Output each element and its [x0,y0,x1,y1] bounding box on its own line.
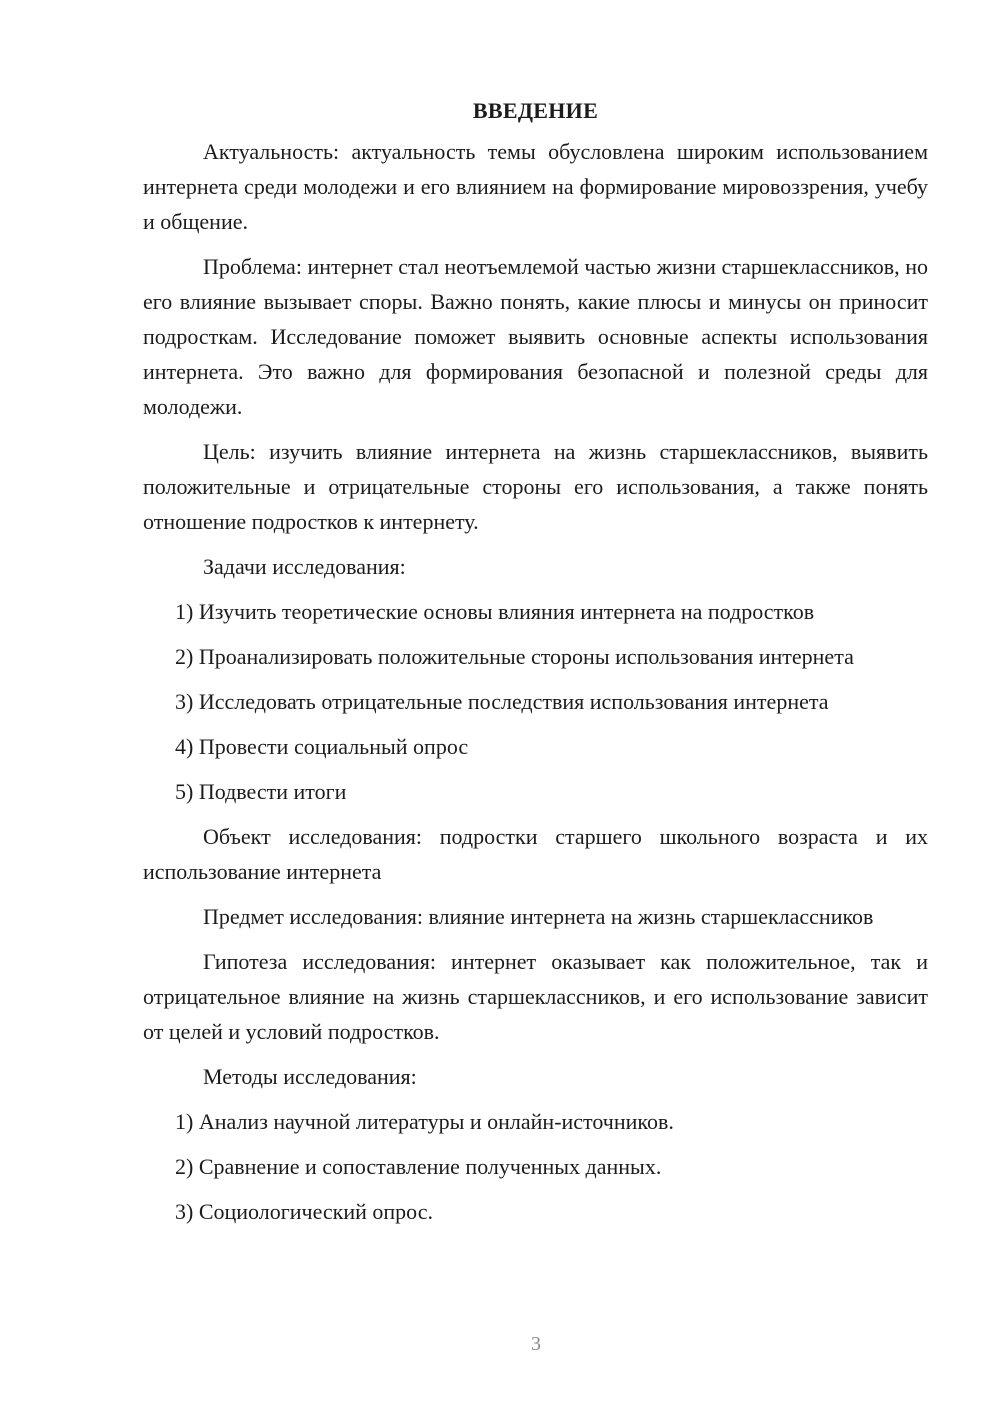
method-item: 3) Социологический опрос. [175,1199,433,1224]
task-item: 2) Проанализировать положительные стороны использования интернета [175,644,854,669]
paragraph-problem: Проблема: интернет стал неотъемлемой частью жизни старшеклассников, но его влияние вызывает споры. Важно понять, какие плюсы и минусы он приносит подросткам. Исследование поможет выявить основные аспекты использования интернета. Это важно для формирования безопасной и полезной среды для молодежи. [143,254,928,419]
method-item: 2) Сравнение и сопоставление полученных данных. [175,1154,662,1179]
task-item: 1) Изучить теоретические основы влияния интернета на подростков [175,599,815,624]
paragraph-object: Объект исследования: подростки старшего школьного возраста и их использование интернета [143,824,928,884]
tasks-heading: Задачи исследования: [203,554,406,579]
page-content [143,93,928,1239]
task-item: 4) Провести социальный опрос [175,734,469,759]
page-number: 3 [531,1333,541,1355]
task-item: 5) Подвести итоги [175,779,347,804]
paragraph-hypothesis: Гипотеза исследования: интернет оказывает как положительное, так и отрицательное влияние на жизнь старшеклассников, и его использование зависит от целей и условий подростков. [143,949,928,1044]
paragraph-goal: Цель: изучить влияние интернета на жизнь старшеклассников, выявить положительные и отрицательные стороны его использования, а также понять отношение подростков к интернету. [143,439,928,534]
page-title: ВВЕДЕНИЕ [472,98,599,123]
method-item: 1) Анализ научной литературы и онлайн-источников. [175,1109,674,1134]
paragraph-subject: Предмет исследования: влияние интернета на жизнь старшеклассников [203,904,874,929]
paragraph-relevance: Актуальность: актуальность темы обусловлена широким использованием интернета среди молодежи и его влиянием на формирование мировоззрения, учебу и общение. [143,139,928,234]
task-item: 3) Исследовать отрицательные последствия использования интернета [175,689,829,714]
methods-heading: Методы исследования: [203,1064,417,1089]
